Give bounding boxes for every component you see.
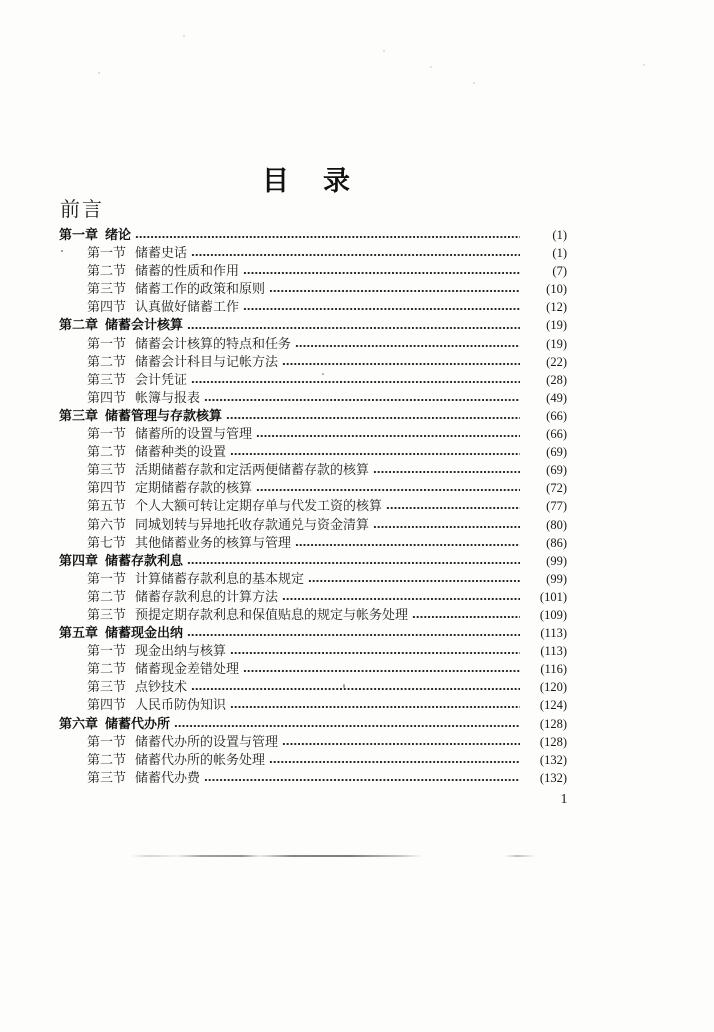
toc-entry: [59, 244, 567, 262]
toc-entry-title: 个人大额可转让定期存单与代发工资的核算: [135, 498, 383, 514]
toc-entry-page: (66): [546, 408, 567, 423]
toc-entry-title: 储蓄会计核算的特点和任务: [135, 335, 292, 351]
toc-entry-title: 储蓄所的设置与管理: [135, 426, 253, 442]
toc-entry-page: (19): [546, 318, 567, 333]
toc-entry-label: 第三节: [87, 462, 127, 478]
toc-entry-title: 定期储蓄存款的核算: [135, 480, 253, 496]
dotted-leader: [308, 579, 520, 583]
dotted-leader: [204, 778, 520, 782]
toc-entry: [59, 407, 567, 425]
toc-entry: [59, 335, 567, 353]
dotted-leader: [187, 561, 520, 565]
dotted-leader: [256, 434, 520, 438]
toc-entry-title: 储蓄代办费: [135, 769, 201, 785]
toc-entry: [59, 316, 567, 334]
toc-entry-label: 第一节: [87, 733, 127, 749]
toc-entry-title: 储蓄存款利息: [105, 552, 184, 568]
toc-entry-label: 第三节: [87, 769, 127, 785]
scan-speck: [473, 82, 475, 84]
toc-entry-label: 第二节: [87, 263, 127, 279]
toc-entry-page: (113): [540, 626, 567, 641]
toc-entry: [59, 389, 567, 407]
toc-entry-title: 同城划转与异地托收存款通兑与资金清算: [135, 516, 370, 532]
toc-entry: [59, 733, 567, 751]
toc-entry: [59, 479, 567, 497]
toc-entry-label: 第一节: [87, 570, 127, 586]
toc-entry-page: (80): [546, 517, 567, 532]
toc-entry-page: (99): [546, 553, 567, 568]
toc-entry-page: (1): [552, 228, 567, 242]
toc-entry-title: 储蓄存款利息的计算方法: [135, 588, 279, 604]
toc-entry: [59, 461, 567, 479]
toc-entry-title: 储蓄现金出纳: [105, 625, 184, 641]
toc-entry: [59, 226, 567, 244]
toc-entry: [59, 769, 567, 787]
toc-entry-title: 其他储蓄业务的核算与管理: [135, 534, 292, 550]
dotted-leader: [191, 253, 520, 257]
dotted-leader: [191, 687, 520, 691]
dotted-leader: [282, 362, 520, 366]
toc-entry-page: (124): [539, 698, 567, 713]
toc-entry-page: (66): [546, 427, 567, 442]
toc-entry-label: 第二节: [87, 661, 127, 677]
toc-entry-label: 第二节: [87, 751, 127, 767]
dotted-leader: [187, 326, 520, 330]
scan-speck: [61, 250, 63, 252]
dotted-leader: [386, 506, 520, 510]
dotted-leader: [373, 470, 520, 474]
toc-entry: [59, 552, 567, 570]
toc-entry-title: 计算储蓄存款利息的基本规定: [135, 570, 305, 586]
toc-entry-label: 第四节: [87, 480, 127, 496]
page-number: 1: [560, 792, 568, 807]
toc-entry-title: 储蓄代办所的设置与管理: [135, 733, 279, 749]
toc-entry-label: 第六节: [87, 516, 127, 532]
toc-entry: [59, 678, 567, 696]
toc-entry: [59, 516, 567, 534]
toc-entry: [59, 298, 567, 316]
scan-speck: [98, 72, 100, 74]
toc-entry-title: 认真做好储蓄工作: [135, 299, 240, 315]
dotted-leader: [373, 525, 520, 529]
toc-entry-page: (113): [540, 644, 567, 659]
toc-entry: [59, 715, 567, 733]
toc-entry-label: 第三节: [87, 281, 127, 297]
toc-entry-page: (116): [540, 662, 567, 677]
scan-speck: [183, 35, 185, 37]
scan-speck: [643, 64, 645, 66]
toc-entry-label: 第七节: [87, 534, 127, 550]
toc-entry-page: (1): [552, 246, 567, 261]
toc-entry-page: (69): [546, 445, 567, 460]
dotted-leader: [282, 597, 520, 601]
dotted-leader: [295, 344, 520, 348]
toc-entry-page: (128): [539, 716, 567, 731]
toc-entry-page: (99): [546, 571, 567, 586]
toc-entry-title: 储蓄会计科目与记帐方法: [135, 353, 279, 369]
toc-entry-page: (72): [546, 481, 567, 496]
toc-entry-label: 第三节: [87, 606, 127, 622]
toc-entry-page: (120): [539, 680, 567, 695]
toc-entry: [59, 262, 567, 280]
toc-entry: [59, 696, 567, 714]
toc-entry-label: 第三节: [87, 679, 127, 695]
toc-entry: [59, 624, 567, 642]
toc-entry-label: 第二节: [87, 588, 127, 604]
toc-entry: [59, 443, 567, 461]
dotted-leader: [243, 307, 520, 311]
toc-entry-title: 储蓄代办所的帐务处理: [135, 751, 266, 767]
toc-entry: [59, 280, 567, 298]
toc-list: [59, 226, 567, 787]
dotted-leader: [226, 416, 520, 420]
toc-entry-label: 第二章: [59, 317, 99, 333]
dotted-leader: [191, 380, 520, 384]
dotted-leader: [269, 289, 520, 293]
toc-entry: [59, 534, 567, 552]
toc-entry-label: 第四节: [87, 389, 127, 405]
scan-speck: [343, 684, 345, 688]
toc-entry-label: 第一节: [87, 245, 127, 261]
dotted-leader: [256, 488, 520, 492]
toc-entry-page: (49): [546, 390, 567, 405]
toc-entry: [59, 353, 567, 371]
toc-entry-label: 第五节: [87, 498, 127, 514]
page-title-char-2: 录: [323, 166, 350, 197]
toc-entry-title: 会计凭证: [135, 371, 188, 387]
dotted-leader: [295, 543, 520, 547]
toc-entry: [59, 588, 567, 606]
toc-entry: [59, 606, 567, 624]
dotted-leader: [230, 452, 520, 456]
dotted-leader: [412, 615, 520, 619]
toc-entry-label: 第五章: [59, 625, 99, 641]
toc-entry: [59, 570, 567, 588]
toc-entry-title: 点钞技术: [135, 679, 188, 695]
toc-entry-page: (132): [539, 752, 567, 767]
dotted-leader: [243, 669, 520, 673]
dotted-leader: [282, 742, 520, 746]
page-title-char-1: 目: [262, 166, 289, 197]
toc-entry-title: 活期储蓄存款和定活两便储蓄存款的核算: [135, 462, 370, 478]
dotted-leader: [204, 398, 520, 402]
toc-entry-title: 储蓄工作的政策和原则: [135, 281, 266, 297]
scan-streak-small: [505, 855, 536, 857]
toc-entry: [59, 425, 567, 443]
dotted-leader: [174, 724, 520, 728]
toc-entry-page: (22): [546, 354, 567, 369]
scan-speck: [430, 66, 432, 68]
toc-entry: [59, 642, 567, 660]
toc-entry-title: 储蓄代办所: [105, 715, 171, 731]
toc-entry-page: (101): [539, 589, 567, 604]
page-title: [262, 166, 350, 196]
toc-entry-title: 储蓄的性质和作用: [135, 263, 240, 279]
toc-entry-label: 第一章: [59, 227, 99, 242]
toc-entry-label: 第四节: [87, 299, 127, 315]
dotted-leader: [269, 760, 520, 764]
toc-entry-label: 第一节: [87, 643, 127, 659]
dotted-leader: [230, 705, 520, 709]
toc-entry-page: (10): [546, 282, 567, 297]
toc-entry-page: (109): [539, 607, 567, 622]
toc-entry-page: (7): [552, 264, 567, 279]
toc-entry-label: 第二节: [87, 444, 127, 460]
toc-entry-page: (128): [539, 734, 567, 749]
toc-entry-label: 第三节: [87, 371, 127, 387]
toc-entry-label: 第四节: [87, 697, 127, 713]
toc-entry-label: 第一节: [87, 335, 127, 351]
dotted-leader: [135, 235, 520, 239]
toc-entry-label: 第二节: [87, 353, 127, 369]
toc-entry-title: 储蓄史话: [135, 245, 188, 261]
toc-entry-title: 储蓄管理与存款核算: [105, 407, 223, 423]
dotted-leader: [187, 633, 520, 637]
toc-entry: [59, 660, 567, 678]
toc-entry-label: 第四章: [59, 552, 99, 568]
dotted-leader: [243, 271, 520, 275]
toc-entry-title: 现金出纳与核算: [135, 643, 227, 659]
toc-entry-title: 预提定期存款利息和保值贴息的规定与帐务处理: [135, 606, 409, 622]
scan-speck: [322, 373, 324, 375]
toc-entry-title: 绪论: [105, 227, 132, 242]
toc-entry-page: (69): [546, 463, 567, 478]
preface-heading: 前言: [60, 199, 104, 221]
toc-entry: [59, 371, 567, 389]
toc-entry-title: 帐簿与报表: [135, 389, 201, 405]
toc-entry: [59, 497, 567, 515]
toc-entry-title: 人民币防伪知识: [135, 697, 227, 713]
toc-entry-page: (28): [546, 372, 567, 387]
toc-entry-label: 第三章: [59, 407, 99, 423]
toc-entry-page: (77): [546, 499, 567, 514]
toc-entry-page: (132): [539, 770, 567, 785]
toc-entry-title: 储蓄会计核算: [105, 317, 184, 333]
scan-streak: [131, 855, 423, 857]
toc-entry: [59, 751, 567, 769]
toc-entry-page: (12): [546, 300, 567, 315]
toc-entry-page: (19): [546, 336, 567, 351]
toc-entry-title: 储蓄现金差错处理: [135, 661, 240, 677]
toc-entry-label: 第一节: [87, 426, 127, 442]
toc-entry-page: (86): [546, 535, 567, 550]
toc-entry-label: 第六章: [59, 715, 99, 731]
scan-speck: [383, 50, 385, 52]
dotted-leader: [230, 651, 520, 655]
toc-entry-title: 储蓄种类的设置: [135, 444, 227, 460]
